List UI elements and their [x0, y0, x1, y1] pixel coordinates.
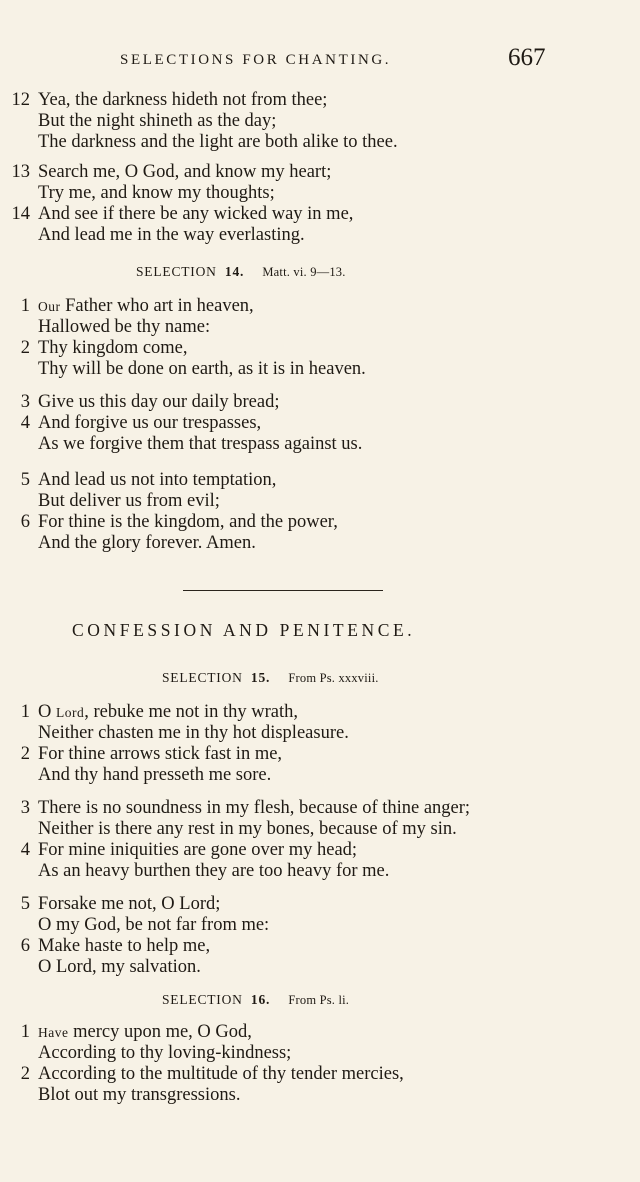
verse-line [0, 359, 640, 380]
verse-text: Search me, O God, and know my heart; [38, 162, 332, 182]
verse-line [0, 1064, 640, 1085]
small-caps-word: Have [38, 1025, 69, 1040]
verse-number: 4 [20, 413, 30, 433]
verse-line [0, 225, 640, 246]
verse-text: For thine arrows stick fast in me, [38, 744, 283, 764]
verse-text: And thy hand presseth me sore. [38, 765, 272, 785]
verse-text: And lead me in the way everlasting. [38, 225, 305, 245]
verse-number: 2 [20, 338, 30, 358]
verse-text: And see if there be any wicked way in me, [38, 204, 354, 224]
verse-number: 14 [11, 204, 30, 224]
verse-line [0, 840, 640, 861]
verse-number: 2 [20, 744, 30, 764]
verse-line [0, 434, 640, 455]
verse-line [0, 723, 640, 744]
running-title: SELECTIONS FOR CHANTING. [120, 52, 392, 68]
selection-label: SELECTION [162, 670, 243, 685]
verse-text: And the glory forever. Amen. [38, 533, 256, 553]
verse-text: Yea, the darkness hideth not from thee; [38, 90, 328, 110]
verse-text: And lead us not into temptation, [38, 470, 277, 490]
selection-source: From Ps. li. [288, 993, 350, 1007]
verse-text: As an heavy burthen they are too heavy for me. [38, 861, 390, 881]
selection-source: From Ps. xxxviii. [288, 671, 379, 685]
verse-text: For mine iniquities are gone over my head; [38, 840, 358, 860]
verse-text: Thy kingdom come, [38, 338, 188, 358]
verse-number: 13 [11, 162, 30, 182]
verse-line [0, 819, 640, 840]
verse-line [0, 1022, 640, 1043]
selection-number: 16. [250, 992, 271, 1007]
verses-block-d [0, 1022, 640, 1106]
verse-text: The darkness and the light are both alike to thee. [38, 132, 398, 152]
verse-line [0, 1085, 640, 1106]
verse-line [0, 183, 640, 204]
verse-line [0, 317, 640, 338]
verse-line [0, 296, 640, 317]
verse-number: 5 [20, 894, 30, 914]
verse-text: Hallowed be thy name: [38, 317, 211, 337]
verse-text: Forsake me not, O Lord; [38, 894, 221, 914]
verse-text: Our Father who art in heaven, [38, 296, 254, 316]
verse-number: 3 [20, 392, 30, 412]
verse-line [0, 162, 640, 183]
selection-label: SELECTION [136, 264, 217, 279]
verse-line [0, 1043, 640, 1064]
verse-text: According to the multitude of thy tender mercies, [38, 1064, 404, 1084]
verse-line [0, 512, 640, 533]
verse-line [0, 957, 640, 978]
verse-text: But deliver us from evil; [38, 491, 220, 511]
verse-text: Neither chasten me in thy hot displeasure. [38, 723, 349, 743]
verses-block-c [0, 702, 640, 978]
verse-line [0, 894, 640, 915]
verse-line [0, 470, 640, 491]
verse-line [0, 204, 640, 225]
verse-number: 3 [20, 798, 30, 818]
verse-text: Thy will be done on earth, as it is in heaven. [38, 359, 366, 379]
verse-line [0, 533, 640, 554]
verse-text: Try me, and know my thoughts; [38, 183, 275, 203]
selection-source: Matt. vi. 9—13. [262, 265, 346, 279]
verse-line [0, 491, 640, 512]
selection-label: SELECTION [162, 992, 243, 1007]
verse-line [0, 936, 640, 957]
verse-text: O Lord, my salvation. [38, 957, 201, 977]
selection-number: 15. [250, 670, 271, 685]
verse-line [0, 744, 640, 765]
verse-line [0, 861, 640, 882]
verse-text: And forgive us our trespasses, [38, 413, 262, 433]
page-number: 667 [508, 44, 546, 71]
section-divider [183, 590, 383, 591]
verse-number: 1 [20, 1022, 30, 1042]
verse-text: As we forgive them that trespass against us. [38, 434, 363, 454]
verse-text: According to thy loving-kindness; [38, 1043, 292, 1063]
verse-text: Blot out my transgressions. [38, 1085, 241, 1105]
small-caps-word: Our [38, 299, 61, 314]
selection-number: 14. [224, 264, 245, 279]
verses-block-b [0, 296, 640, 554]
selection-16-heading [162, 992, 349, 1008]
verse-number: 2 [20, 1064, 30, 1084]
verse-text: Have mercy upon me, O God, [38, 1022, 252, 1042]
section-title: CONFESSION AND PENITENCE. [72, 620, 416, 640]
verse-line [0, 132, 640, 153]
verse-number: 12 [11, 90, 30, 110]
verse-number: 1 [20, 296, 30, 316]
verse-line [0, 392, 640, 413]
verse-text: But the night shineth as the day; [38, 111, 277, 131]
verse-line [0, 702, 640, 723]
verse-number: 4 [20, 840, 30, 860]
running-head [0, 46, 640, 76]
verse-number: 6 [20, 512, 30, 532]
verse-text: O Lord, rebuke me not in thy wrath, [38, 702, 298, 722]
verse-text: Neither is there any rest in my bones, because of my sin. [38, 819, 457, 839]
verse-line [0, 915, 640, 936]
verse-line [0, 90, 640, 111]
verse-line [0, 338, 640, 359]
verse-text: O my God, be not far from me: [38, 915, 270, 935]
verse-line [0, 111, 640, 132]
selection-15-heading [162, 670, 379, 686]
verse-text: Give us this day our daily bread; [38, 392, 280, 412]
verse-text: For thine is the kingdom, and the power, [38, 512, 338, 532]
verse-text: There is no soundness in my flesh, because of thine anger; [38, 798, 471, 818]
selection-14-heading [136, 264, 346, 280]
verse-number: 5 [20, 470, 30, 490]
verse-text: Make haste to help me, [38, 936, 211, 956]
verse-number: 1 [20, 702, 30, 722]
verse-line [0, 798, 640, 819]
verse-line [0, 765, 640, 786]
verses-block-a [0, 90, 640, 246]
verse-line [0, 413, 640, 434]
small-caps-word: Lord [56, 705, 85, 720]
verse-number: 6 [20, 936, 30, 956]
